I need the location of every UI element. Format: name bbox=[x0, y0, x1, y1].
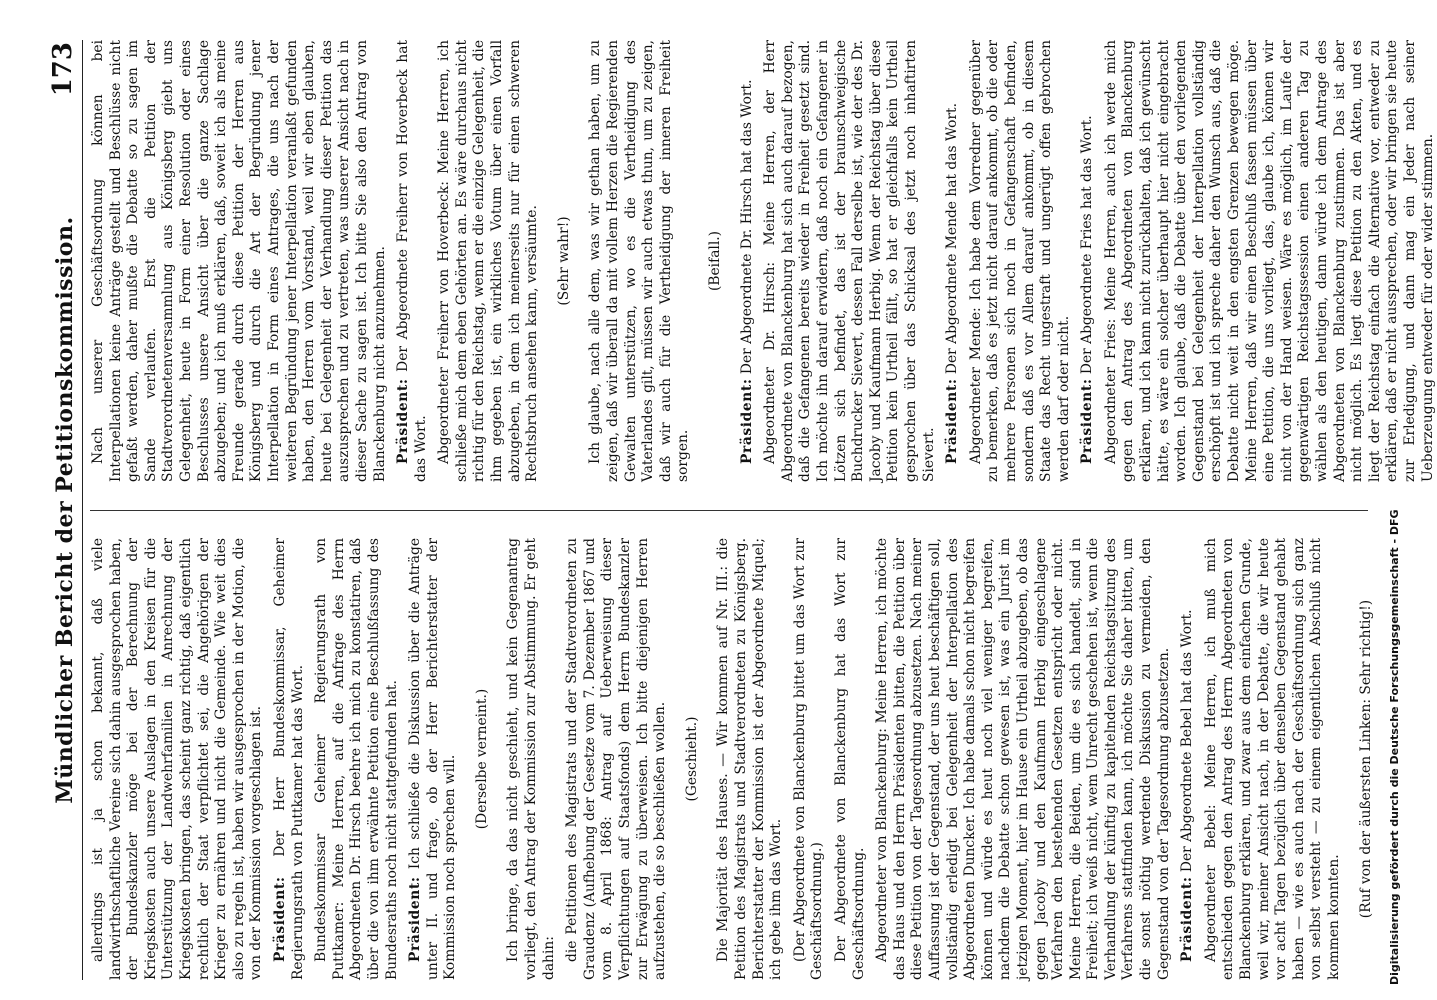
paragraph: Abgeordneter Bebel: Meine Herren, ich muß mich entschieden gegen den Antrag des Herrn Abgeordneten von Blanckenburg erklären, und zwar aus dem einfachen Grunde, weil wir, meiner Ansicht nach, in der Debatte, die wir heute vor acht Tagen bezüglich über denselben Gegenstand gehabt haben — wie es auch nach der Geschäftsordnung sich ganz von selbst versteht — zu einem eigentlichen Abschluß nicht kommen konnten. bbox=[1202, 538, 1342, 980]
paragraph: Bundeskommissar Geheimer Regierungsrath von Puttkamer: Meine Herren, auf die Anfrage des Herrn Abgeordneten Dr. Hirsch beehre ich mich zu konstatiren, daß über die von ihm erwähnte Petition eine Beschlußfassung des Bundesraths noch nicht stattgefunden hat. bbox=[313, 538, 400, 980]
paragraph-text: Der Abgeordnete Dr. Hirsch hat das Wort. bbox=[738, 79, 755, 375]
stage-direction: (Geschieht.) bbox=[683, 716, 700, 802]
stage-direction: (Ruf von der äußersten Linken: Sehr richtig!) bbox=[1357, 599, 1374, 919]
paragraph: Abgeordneter Fries: Meine Herren, auch ich werde mich gegen den Antrag des Abgeordneten von Blanckenburg erklären, und ich kann nicht zurückhalten, daß ich gewünscht hätte, es wäre ein solcher überhaupt hier nicht eingebracht worden. Ich glaube, daß die Debatte über den vorliegenden Gegenstand bei Gelegenheit der Interpellation vollständig erschöpft ist und ich spreche daher den Wunsch aus, daß die Debatte nicht weit in den engsten Grenzen bewegen möge. Meine Herren, daß wir einen Beschluß fassen müssen über eine Petition, die uns vorliegt, das, glaube ich, können wir nicht von der Hand weisen. Wäre es möglich, im Laufe der gegenwärtigen Reichstagssession einen anderen Tag zu wählen als den heutigen, dann würde ich dem Antrage des Abgeordneten von Blanckenburg zustimmen. Das ist aber nicht möglich. Es liegt diese Petition zu den Akten, und es liegt der Reichstag einfach die Alternative vor, entweder zu erklären, daß er nicht aussprechen, oder wir bringen sie heute zur Erledigung, und dann mag ein Jeder nach seiner Ueberzeugung entweder für oder wider stimmen. bbox=[1102, 40, 1436, 482]
stage-direction: (Beifall.) bbox=[707, 230, 723, 292]
page-number: 173 bbox=[48, 42, 78, 97]
paragraph: Abgeordneter Freiherr von Hoverbeck: Meine Herren, ich schließe mich dem eben Gehörten an. Es wäre durchaus nicht richtig für den Reichstag, wenn er die einzige Gelegenheit, die ihm gegeben ist, ein wirkliches Votum über einen Vorfall abzugeben, in dem ich meinerseits nur für einen schweren Rechtsbruch ansehen kann, versäumte. bbox=[436, 40, 541, 482]
paragraph-text: Der Herr Bundeskommissar, Geheimer Regierungsrath von Puttkamer hat das Wort. bbox=[271, 538, 306, 980]
speaker-label: Präsident: bbox=[738, 378, 755, 464]
paragraph: Ich bringe, da das nicht geschieht, und kein Gegenantrag vorliegt, den Antrag der Kommission zur Abstimmung. Er geht dahin: bbox=[505, 538, 557, 980]
speaker-label: Präsident: bbox=[1079, 378, 1096, 464]
paragraph: Abgeordneter Mende: Ich habe dem Vorredner gegenüber zu bemerken, daß es jetzt nicht darauf ankommt, ob die oder mehrere Personen sich noch in Gefangenschaft befinden, sondern daß es vor Allem darauf ankommt, ob in diesem Staate das Recht ungestraft und ungerügt offen gebrochen werden darf oder nicht. bbox=[967, 40, 1072, 482]
paragraph-text: Der Abgeordnete Fries hat das Wort. bbox=[1079, 115, 1096, 375]
speaker-label: Präsident: bbox=[271, 876, 288, 962]
paragraph: (Der Abgeordnete von Blanckenburg bittet um das Wort zur Geschäftsordnung.) bbox=[791, 538, 826, 980]
paragraph-text: Der Abgeordnete Freiherr von Hoverbeck hat das Wort. bbox=[395, 40, 429, 482]
speaker-label: Präsident: bbox=[407, 876, 424, 962]
paragraph: Abgeordneter von Blanckenburg: Meine Herren, ich möchte das Haus und den Herrn Präsidenten bitten, die Petition über diese Petition von der Tagesordnung abzusetzen. Nach meiner Auffassung ist der Gegenstand, der uns heut beschäftigen soll, vollständig erledigt bei Gelegenheit der Interpellation des Abgeordneten Duncker. Ich habe damals schon nicht begreifen können und würde es heut noch viel weniger begreifen, nachdem die Debatte schon gewesen ist, was ein Jurist im jetzigen Moment, hier im Hause ein Urtheil abzugeben, ob das gegen Jacoby und den Kaufmann Herbig eingeschlagene Verfahren den bestehenden Gesetzen entspricht oder nicht. Meine Herren, die Beiden, um die es sich handelt, sind in Freiheit; ich weiß nicht, wem Unrecht geschehen ist, wenn die Verhandlung der künftig zu kapitelnden Reichstagsitzung des Verfahrens stattfinden kann, ich möchte Sie daher bitten, um die sonst nöthig werdende Diskussion zu vermeiden, den Gegenstand von der Tagesordnung abzusetzen. bbox=[874, 538, 1172, 980]
running-title: Mündlicher Bericht der Petitionskommission. bbox=[52, 216, 78, 804]
paragraph: Ich glaube, nach alle dem, was wir gethan haben, um zu zeigen, daß wir überall da mit vollem Herzen die Regierenden Gewalten unterstützen, wo es die Vertheidigung des Vaterlandes gilt, müssen wir auch etwas thun, um zu zeigen, daß wir auch für die Vertheidigung der inneren Freiheit sorgen. bbox=[587, 40, 692, 482]
stage-direction: (Sehr wahr!) bbox=[555, 216, 572, 306]
paragraph bbox=[407, 538, 460, 980]
speaker-label: Präsident: bbox=[1179, 876, 1196, 962]
paragraph-text: Ich schließe die Diskussion über die Anträge unter II. und frage, ob der Herr Berichterstatter der Kommission noch sprechen will. bbox=[407, 538, 459, 980]
paragraph: allerdings ist ja schon bekannt, daß viele landwirthschaftliche Vereine sich dahin ausgesprochen haben, der Bundeskanzler möge bei der Berechnung der Kriegskosten auch unsere Auslagen in den Kreisen für die Unterstützung der Landwehrfamilien in Anrechnung der Kriegskosten bringen, das scheint ganz richtig, daß eigentlich rechtlich der Staat verpflichtet sei, die Angehörigen der Krieger zu ernähren und nicht die Gemeinde. Wie weit dies also zu regeln ist, haben wir ausgesprochen in der Motion, die von der Kommission vorgeschlagen ist. bbox=[90, 538, 265, 980]
digitization-credit: Digitalisierung gefördert durch die Deutsche Forschungsgemeinschaft - DFG bbox=[1388, 509, 1401, 985]
speaker-label: Präsident: bbox=[395, 378, 412, 464]
paragraph: Der Abgeordnete von Blanckenburg hat das Wort zur Geschäftsordnung. bbox=[832, 538, 867, 980]
paragraph bbox=[1079, 40, 1097, 482]
speaker-label: Präsident: bbox=[944, 378, 961, 464]
paragraph bbox=[1179, 538, 1197, 980]
paragraph-text: Der Abgeordnete Bebel hat das Wort. bbox=[1179, 609, 1196, 873]
paragraph: Abgeordneter Dr. Hirsch: Meine Herren, der Herr Abgeordnete von Blanckenburg hat sich auch darauf bezogen, daß die Gefangenen bereits wieder in Freiheit gesetzt sind. Ich möchte ihn darauf erwidern, daß noch ein Gefangener in Lötzen sich befindet, das ist der braunschweigische Buchdrucker Sievert, dessen Fall derselbe ist, wie der des Dr. Jacoby und Kaufmann Herbig. Wenn der Reichstag über diese Petition kein Urtheil fällt, so hat er gleichfalls kein Urtheil gesprochen über das Schicksal des jetzt noch inhaftirten Sievert. bbox=[762, 40, 937, 482]
column-divider bbox=[90, 510, 1368, 511]
paragraph bbox=[944, 40, 962, 482]
left-column bbox=[90, 538, 1374, 980]
paragraph: die Petitionen des Magistrats und der Stadtverordneten zu Graudenz (Aufhebung der Gesetze vom 7. Dezember 1867 und vom 8. April 1868: Antrag auf Ueberweisung dieser Verpflichtungen auf Staatsfonds) dem Herrn Bundeskanzler zur Erwägung zu überweisen. Ich bitte diejenigen Herren aufzustehen, die so beschließen wollen. bbox=[564, 538, 669, 980]
paragraph: Nach unserer Geschäftsordnung können bei Interpellationen keine Anträge gestellt und Beschlüsse nicht gefaßt werden, daher mußte die Debatte so zu sagen im Sande verlaufen. Erst die Petition der Stadtverordnetenversammlung aus Königsberg giebt uns Gelegenheit, heute in Form einer Resolution oder eines Beschlusses unsere Ansicht über die ganze Sachlage abzugeben; und ich muß erklären, daß, soweit ich als meine Freunde gerade durch diese Petition der Herren aus Königsberg und durch die Art der Begründung jener Interpellation in Form eines Antrages, die uns nach der weiteren Begründung jener Interpellation veranlaßt gefunden haben, den Herren vom Vorstand, weil wir eben glauben, heute bei Gelegenheit der Verhandlung dieser Petition das auszusprechen und zu vertreten, was unserer Ansicht nach in dieser Sache zu sagen ist. Ich bitte Sie also den Antrag von Blanckenburg nicht anzunehmen. bbox=[90, 40, 388, 482]
paragraph bbox=[739, 40, 757, 482]
paragraph-text: Der Abgeordnete Mende hat das Wort. bbox=[944, 103, 961, 375]
stage-direction: (Derselbe verneint.) bbox=[473, 688, 490, 830]
paragraph bbox=[272, 538, 307, 980]
paragraph bbox=[395, 40, 430, 482]
page-header bbox=[28, 40, 83, 980]
right-column bbox=[90, 40, 1436, 482]
paragraph: Die Majorität des Hauses. — Wir kommen auf Nr. III.: die Petition des Magistrats und Stadtverordneten zu Königsberg. Berichterstatter der Kommission ist der Abgeordnete Miquel; ich gebe ihm das Wort. bbox=[715, 538, 785, 980]
